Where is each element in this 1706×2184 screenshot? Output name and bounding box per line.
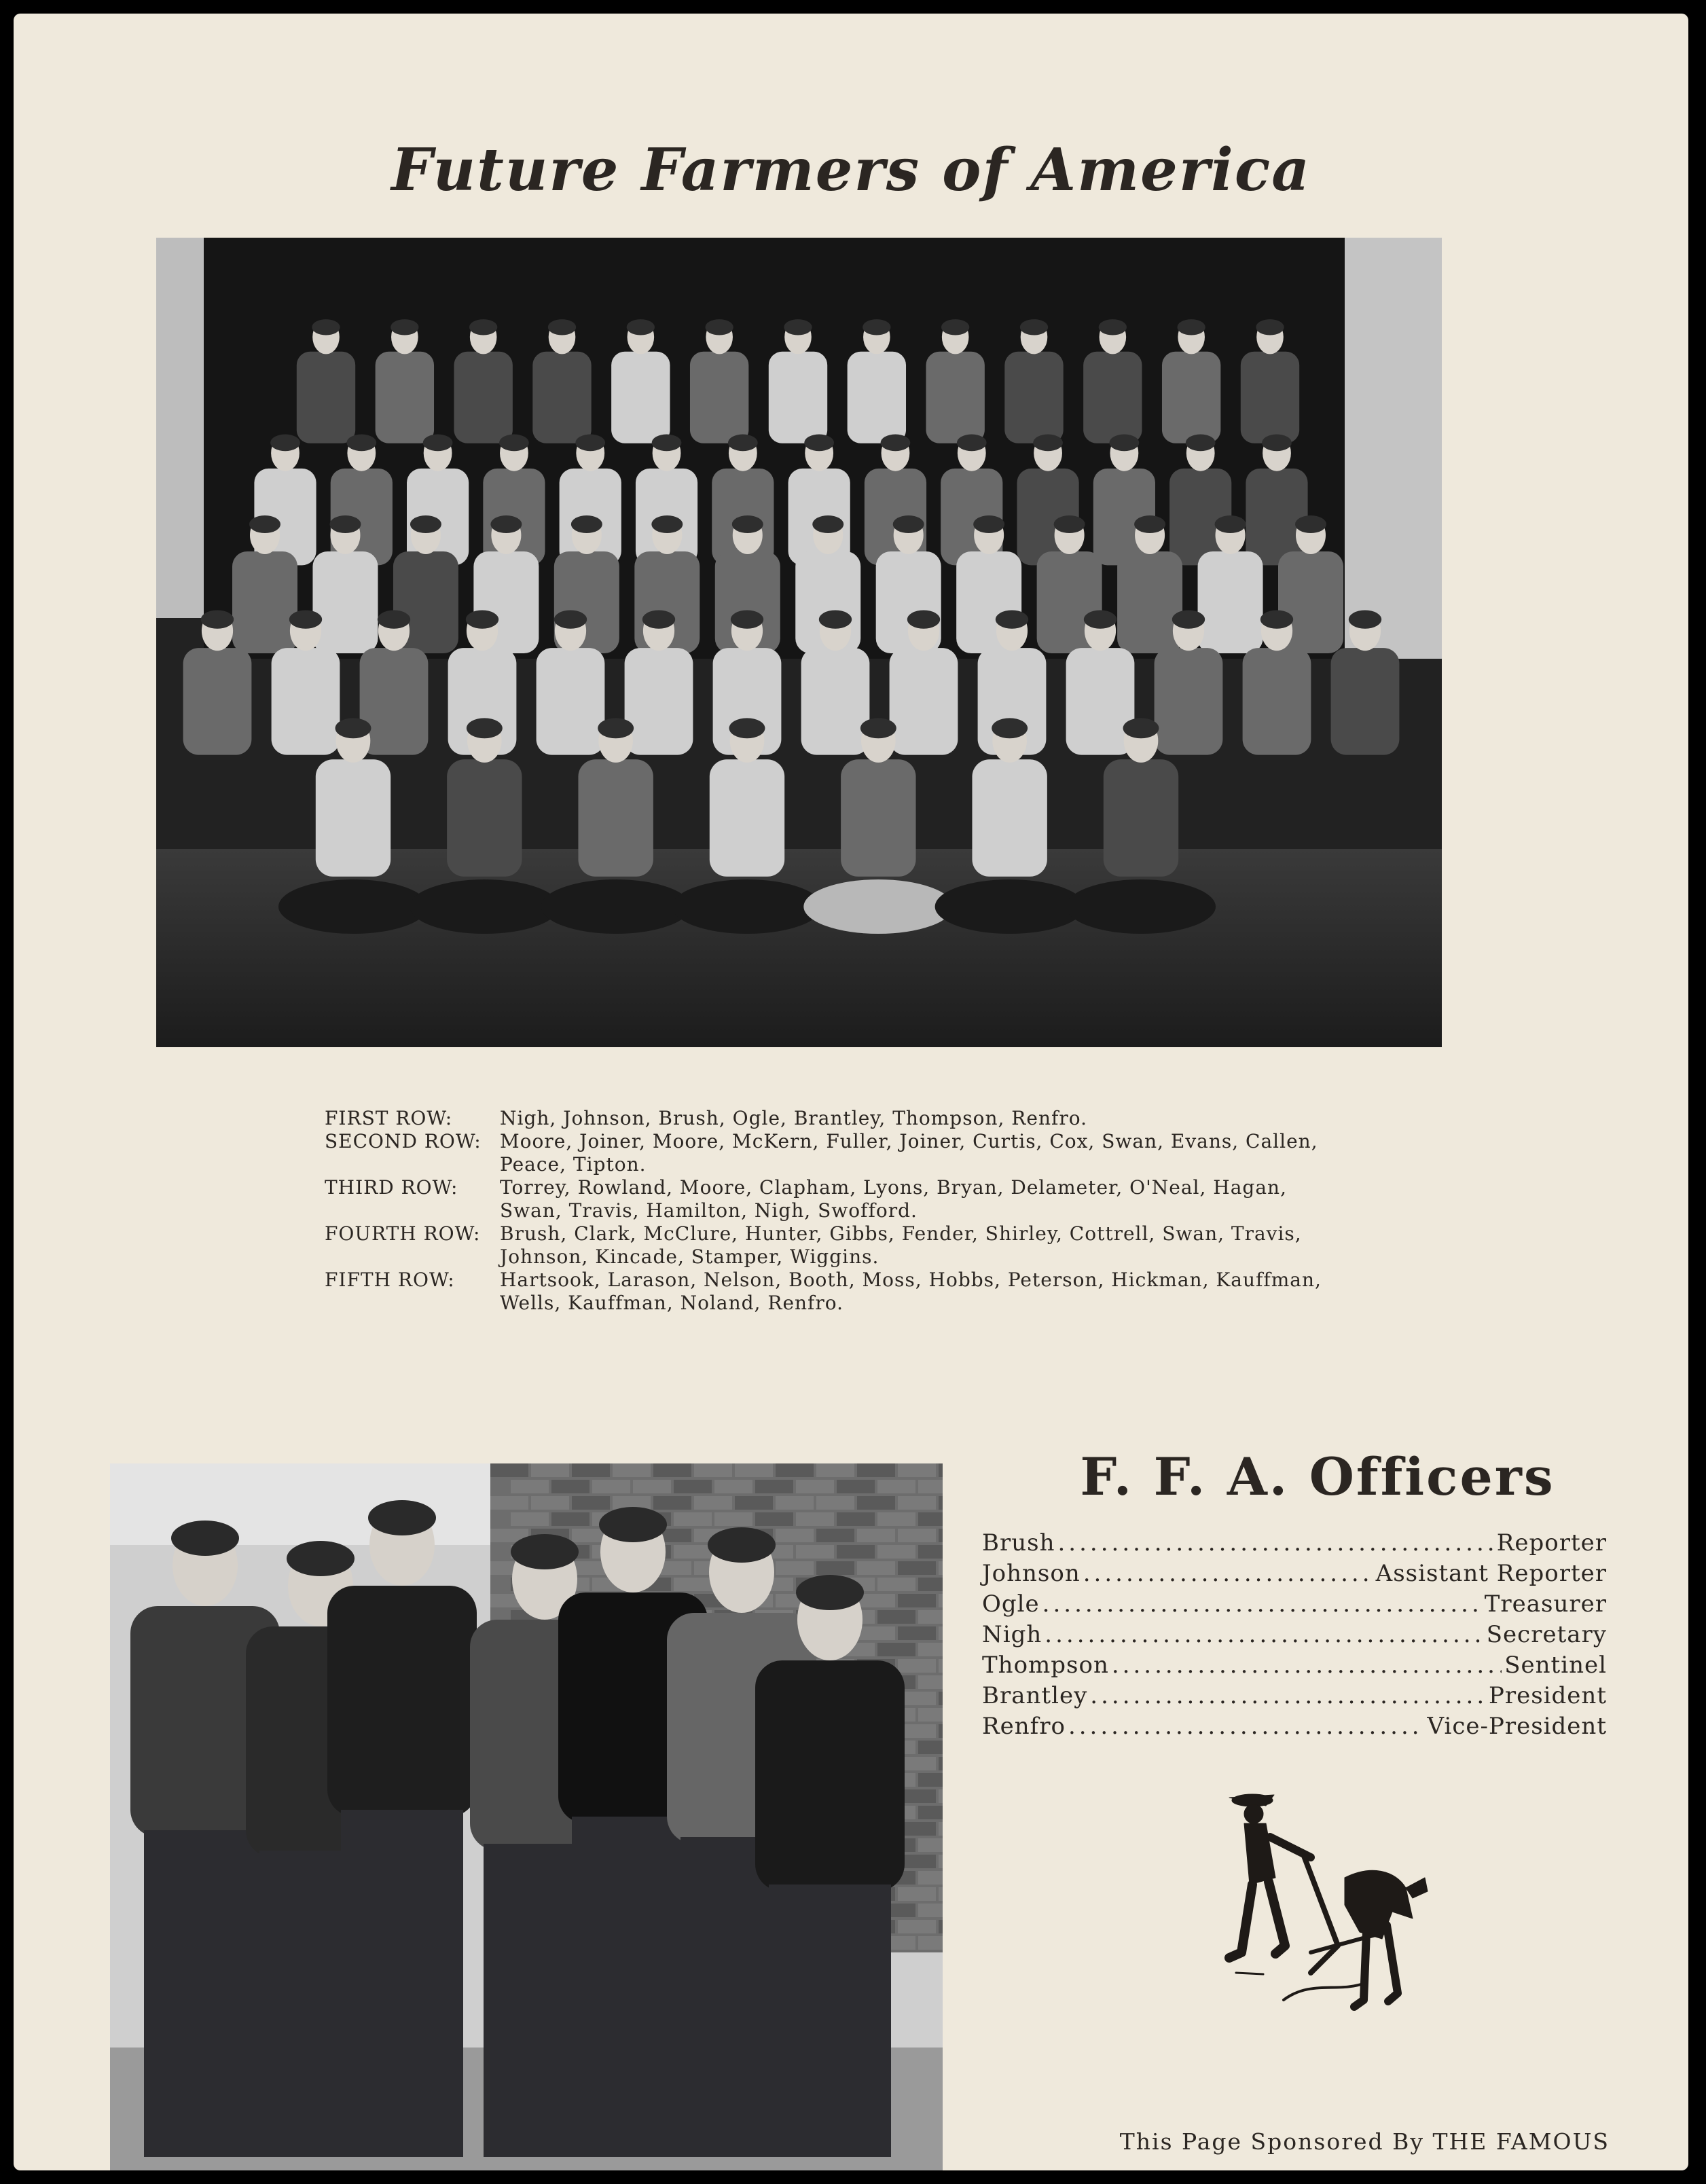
sponsor-credit: This Page Sponsored By THE FAMOUS xyxy=(1119,2128,1610,2155)
roster-row-label: SECOND ROW: xyxy=(325,1130,482,1152)
roster-row xyxy=(325,1222,1343,1269)
officers-photo xyxy=(110,1463,943,2170)
officer-entry xyxy=(982,1560,1607,1590)
roster-row-names: Hartsook, Larason, Nelson, Booth, Moss, Hobbs, Peterson, Hickman, Kauffman, Wells, Kauffman, Noland, Renfro. xyxy=(500,1269,1322,1314)
dot-leader xyxy=(1090,1682,1486,1709)
officer-name: Ogle xyxy=(982,1590,1040,1618)
officer-role: Sentinel xyxy=(1504,1652,1607,1679)
officer-entry xyxy=(982,1529,1607,1560)
officer-name: Brush xyxy=(982,1529,1055,1557)
roster-row xyxy=(325,1269,1343,1315)
roster-row-names: Nigh, Johnson, Brush, Ogle, Brantley, Thompson, Renfro. xyxy=(500,1107,1087,1129)
dot-leader xyxy=(1042,1590,1482,1618)
officer-entry xyxy=(982,1652,1607,1682)
roster-row-label: FIFTH ROW: xyxy=(325,1269,455,1291)
officer-entry xyxy=(982,1621,1607,1652)
roster-row-label: FOURTH ROW: xyxy=(325,1222,481,1245)
officer-list xyxy=(982,1529,1607,1743)
dot-leader xyxy=(1045,1621,1483,1648)
roster-row xyxy=(325,1176,1343,1222)
officer-role: Secretary xyxy=(1486,1621,1607,1648)
officer-name: Renfro xyxy=(982,1713,1066,1740)
roster-row-label: THIRD ROW: xyxy=(325,1176,458,1199)
dot-leader xyxy=(1057,1529,1493,1557)
group-photo xyxy=(156,238,1442,1047)
roster-row xyxy=(325,1130,1343,1176)
roster-row-names: Brush, Clark, McClure, Hunter, Gibbs, Fender, Shirley, Cottrell, Swan, Travis, Johnson, Kincade, Stamper, Wiggins. xyxy=(500,1222,1302,1268)
roster xyxy=(325,1107,1343,1315)
officer-name: Johnson xyxy=(982,1560,1081,1587)
yearbook-page xyxy=(14,14,1688,2170)
page-title: Future Farmers of America xyxy=(391,136,1311,204)
dot-leader xyxy=(1112,1652,1502,1679)
officer-entry xyxy=(982,1682,1607,1713)
officer-role: Vice-President xyxy=(1427,1713,1607,1740)
officer-entry xyxy=(982,1590,1607,1621)
roster-row-names: Moore, Joiner, Moore, McKern, Fuller, Joiner, Curtis, Cox, Swan, Evans, Callen, Peace, Tipton. xyxy=(500,1130,1318,1176)
officer-role: Assistant Reporter xyxy=(1375,1560,1607,1587)
officer-name: Thompson xyxy=(982,1652,1109,1679)
officer-role: Reporter xyxy=(1496,1529,1607,1557)
officer-role: President xyxy=(1488,1682,1607,1709)
roster-row xyxy=(325,1107,1343,1130)
roster-row-label: FIRST ROW: xyxy=(325,1107,453,1129)
farmer-plowing-icon xyxy=(1209,1776,1433,2061)
roster-row-names: Torrey, Rowland, Moore, Clapham, Lyons, Bryan, Delameter, O'Neal, Hagan, Swan, Travis, Hamilton, Nigh, Swofford. xyxy=(500,1176,1287,1222)
officer-name: Nigh xyxy=(982,1621,1042,1648)
officer-role: Treasurer xyxy=(1484,1590,1607,1618)
officers-title: F. F. A. Officers xyxy=(1080,1446,1555,1507)
dot-leader xyxy=(1068,1713,1425,1740)
officer-entry xyxy=(982,1713,1607,1743)
dot-leader xyxy=(1083,1560,1373,1587)
officer-name: Brantley xyxy=(982,1682,1088,1709)
